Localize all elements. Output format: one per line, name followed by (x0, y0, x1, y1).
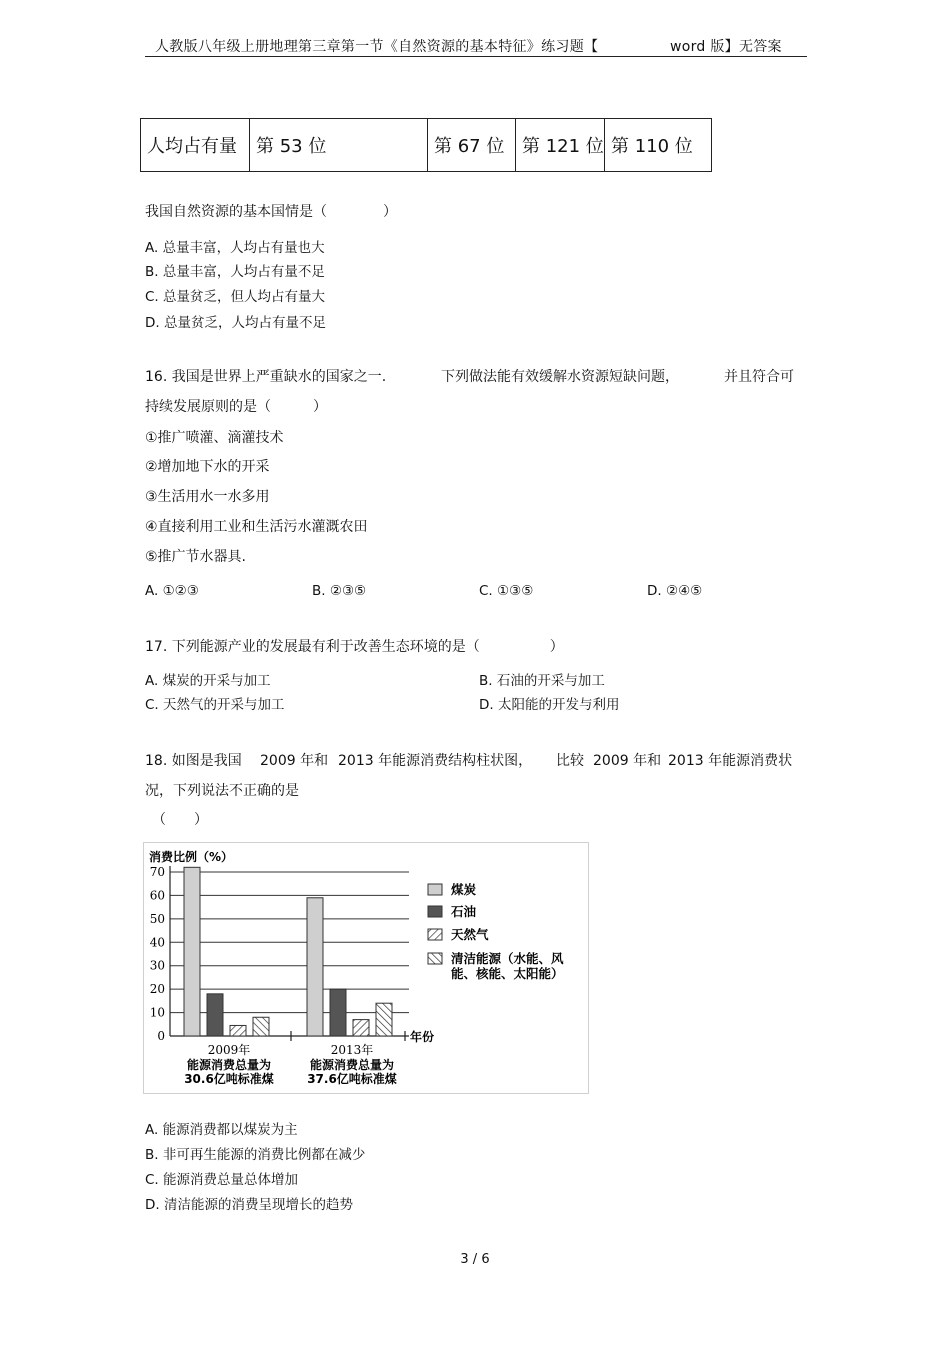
page-number: 3 / 6 (460, 1252, 490, 1267)
q16-item-3: ③生活用水一水多用 (145, 489, 270, 505)
table-cell: 第 121 位 (516, 119, 605, 172)
table-row (141, 119, 712, 172)
q17-stem: 17. 下列能源产业的发展最有利于改善生态环境的是（ ） (145, 639, 564, 655)
q17-option-c: C. 天然气的开采与加工 (145, 697, 285, 713)
page-header (145, 34, 807, 57)
header-title-right: word 版】无答案 (670, 39, 782, 55)
bar-2009年-煤炭 (184, 867, 200, 1036)
y-tick-label: 50 (149, 911, 165, 926)
chart-ylabel: 消费比例（%） (149, 850, 234, 864)
legend-swatch (428, 884, 442, 895)
q18-stem-part2: 2009 年和 (260, 753, 329, 769)
x-category-note: 能源消费总量为 (186, 1058, 272, 1072)
table-cell: 第 67 位 (428, 119, 516, 172)
q16-item-4: ④直接利用工业和生活污水灌溉农田 (145, 519, 368, 535)
q18-answer-blank: （ ） (152, 812, 208, 828)
x-axis-label: 年份 (410, 1030, 435, 1044)
q16-item-2: ②增加地下水的开采 (145, 459, 270, 475)
y-tick-label: 60 (149, 888, 165, 903)
q15-stem: 我国自然资源的基本国情是（ ） (145, 204, 397, 220)
q17-option-a: A. 煤炭的开采与加工 (145, 673, 271, 689)
bar-2009年-天然气 (230, 1025, 246, 1036)
q18-option-b: B. 非可再生能源的消费比例都在减少 (145, 1147, 366, 1163)
legend-swatch (428, 929, 442, 940)
resource-rank-table (140, 118, 712, 172)
legend-swatch (428, 906, 442, 917)
q17-option-d: D. 太阳能的开发与利用 (479, 697, 620, 713)
q18-stem-part4: 比较 (556, 753, 584, 769)
bar-2013年-清洁能源（水能、风能、核能、太阳能） (376, 1003, 392, 1036)
q16-option-a: A. ①②③ (145, 583, 199, 599)
y-tick-label: 70 (149, 865, 165, 879)
q18-stem-line2: 况，下列说法不正确的是 (145, 783, 299, 799)
legend-swatch (428, 953, 442, 964)
energy-consumption-chart (143, 842, 589, 1094)
table-cell: 第 110 位 (605, 119, 712, 172)
q16-item-1: ①推广喷灌、滴灌技术 (145, 430, 284, 446)
legend-label: 石油 (451, 904, 477, 919)
y-tick-label: 20 (149, 982, 165, 997)
legend-label: 煤炭 (451, 882, 477, 897)
header-title-left: 人教版八年级上册地理第三章第一节《自然资源的基本特征》练习题【 (155, 39, 599, 55)
bar-2013年-煤炭 (307, 898, 323, 1036)
q16-stem-part1: 16. 我国是世界上严重缺水的国家之一. (145, 369, 387, 385)
table-cell: 人均占有量 (141, 119, 250, 172)
q17-option-b: B. 石油的开采与加工 (479, 673, 605, 689)
y-tick-label: 10 (149, 1005, 165, 1020)
legend-label: 能、核能、太阳能） (451, 966, 564, 981)
legend-label: 天然气 (451, 927, 489, 942)
bar-2009年-清洁能源（水能、风能、核能、太阳能） (253, 1017, 269, 1036)
y-tick-label: 40 (149, 935, 165, 950)
q18-stem-part3: 2013 年能源消费结构柱状图， (338, 753, 533, 769)
q15-option-b: B. 总量丰富，人均占有量不足 (145, 264, 325, 280)
x-category-note: 37.6亿吨标准煤 (307, 1072, 397, 1086)
q18-stem-part5: 2009 年和 (593, 753, 662, 769)
q16-item-5: ⑤推广节水器具. (145, 549, 247, 565)
q18-option-a: A. 能源消费都以煤炭为主 (145, 1122, 298, 1138)
x-category-note: 30.6亿吨标准煤 (184, 1072, 274, 1086)
q16-stem-part2: 下列做法能有效缓解水资源短缺问题， (441, 369, 679, 385)
q16-option-d: D. ②④⑤ (647, 583, 703, 599)
bar-2009年-石油 (207, 994, 223, 1036)
q18-stem-part1: 18. 如图是我国 (145, 753, 242, 769)
q15-option-d: D. 总量贫乏，人均占有量不足 (145, 315, 326, 331)
legend-label: 清洁能源（水能、风 (451, 951, 564, 966)
x-category-label: 2013年 (330, 1043, 374, 1057)
q15-option-c: C. 总量贫乏，但人均占有量大 (145, 289, 326, 305)
table-cell: 第 53 位 (250, 119, 428, 172)
q18-option-c: C. 能源消费总量总体增加 (145, 1172, 299, 1188)
y-tick-label: 0 (157, 1029, 165, 1043)
q16-option-b: B. ②③⑤ (312, 583, 367, 599)
y-tick-label: 30 (149, 958, 165, 973)
x-category-label: 2009年 (207, 1043, 251, 1057)
q18-option-d: D. 清洁能源的消费呈现增长的趋势 (145, 1197, 353, 1213)
q16-option-c: C. ①③⑤ (479, 583, 534, 599)
q15-option-a: A. 总量丰富，人均占有量也大 (145, 240, 325, 256)
q16-stem-part3: 并且符合可 (724, 369, 794, 385)
q18-stem-part6: 2013 年能源消费状 (668, 753, 793, 769)
x-category-note: 能源消费总量为 (309, 1058, 395, 1072)
q16-stem-line2: 持续发展原则的是（ ） (145, 399, 327, 415)
bar-2013年-天然气 (353, 1020, 369, 1036)
bar-2013年-石油 (330, 989, 346, 1036)
